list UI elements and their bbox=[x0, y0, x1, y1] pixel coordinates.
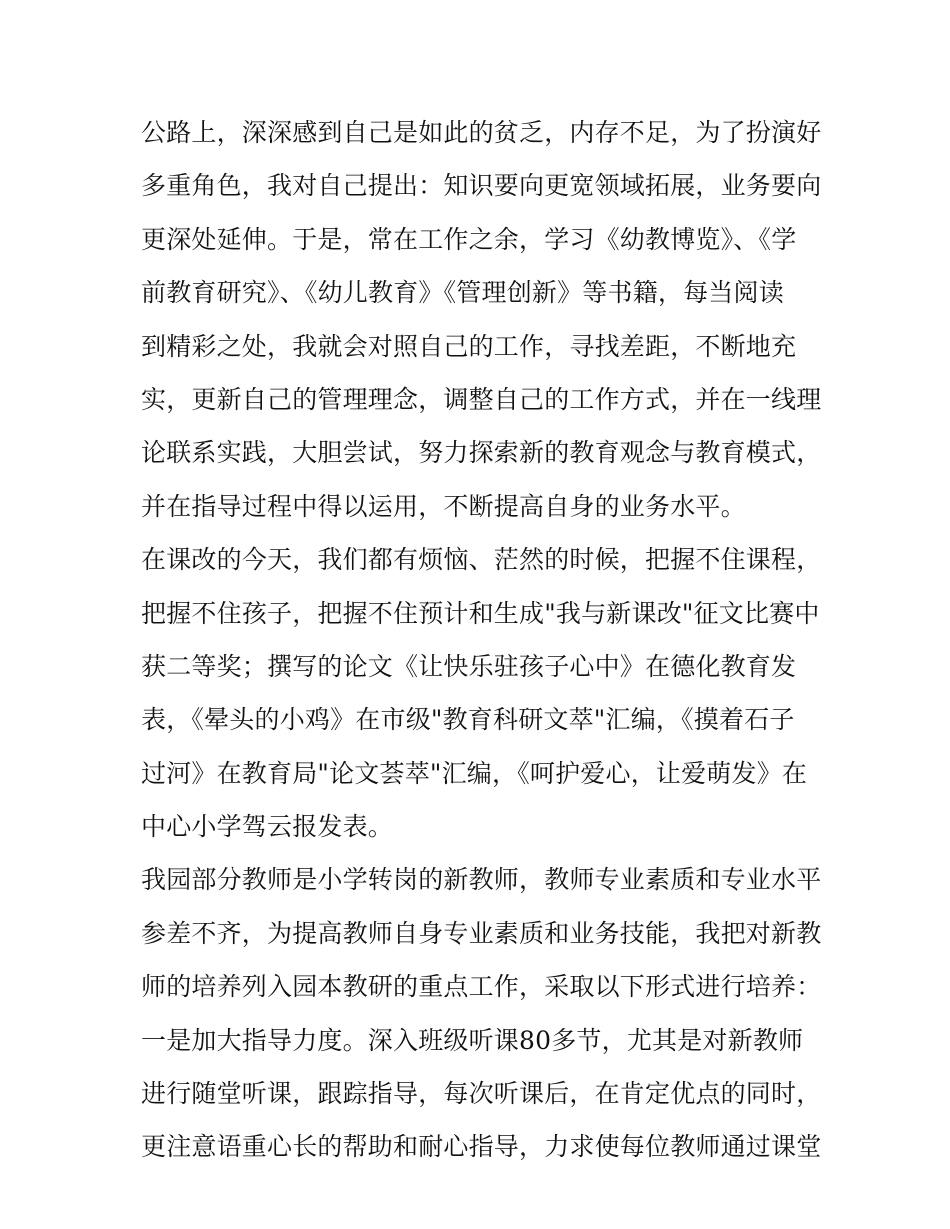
text-line: 多重角色，我对自己提出：知识要向更宽领域拓展，业务要向 bbox=[141, 171, 822, 201]
text-line: 参差不齐，为提高教师自身专业素质和业务技能，我把对新教 bbox=[141, 918, 822, 948]
text-line: 更注意语重心长的帮助和耐心指导，力求使每位教师通过课堂 bbox=[141, 1132, 822, 1162]
text-line: 前教育研究》、《幼儿教育》《管理创新》等书籍，每当阅读 bbox=[141, 278, 784, 308]
text-line: 师的培养列入园本教研的重点工作，采取以下形式进行培养： bbox=[141, 972, 822, 1002]
text-line: 一是加大指导力度。深入班级听课80多节，尤其是对新教师 bbox=[141, 1025, 804, 1055]
text-line: 过河》在教育局"论文荟萃"汇编，《呵护爱心，让爱萌发》在 bbox=[141, 758, 808, 788]
text-line: 实，更新自己的管理理念，调整自己的工作方式，并在一线理 bbox=[141, 384, 822, 414]
text-line: 论联系实践，大胆尝试，努力探索新的教育观念与教育模式， bbox=[141, 438, 822, 468]
text-line: 公路上，深深感到自己是如此的贫乏，内存不足，为了扮演好 bbox=[141, 118, 822, 147]
text-line: 到精彩之处，我就会对照自己的工作，寻找差距，不断地充 bbox=[141, 331, 797, 361]
text-line: 我园部分教师是小学转岗的新教师，教师专业素质和专业水平 bbox=[141, 865, 822, 895]
body-text bbox=[141, 106, 821, 1174]
text-line: 表，《晕头的小鸡》在市级"教育科研文萃"汇编，《摸着石子 bbox=[141, 705, 795, 735]
text-line: 获二等奖；撰写的论文《让快乐驻孩子心中》在德化教育发 bbox=[141, 651, 797, 681]
text-line: 并在指导过程中得以运用，不断提高自身的业务水平。 bbox=[141, 491, 746, 521]
text-line: 更深处延伸。于是，常在工作之余，学习《幼教博览》、《学 bbox=[141, 224, 797, 254]
paragraph-3 bbox=[141, 853, 821, 1173]
text-line: 把握不住孩子，把握不住预计和生成"我与新课改"征文比赛中 bbox=[141, 598, 820, 628]
text-line: 进行随堂听课，跟踪指导，每次听课后，在肯定优点的同时， bbox=[141, 1079, 822, 1109]
paragraph-2 bbox=[141, 533, 821, 853]
text-line: 在课改的今天，我们都有烦恼、茫然的时候，把握不住课程， bbox=[141, 545, 822, 575]
paragraph-1 bbox=[141, 106, 821, 533]
text-line: 中心小学驾云报发表。 bbox=[141, 812, 394, 842]
